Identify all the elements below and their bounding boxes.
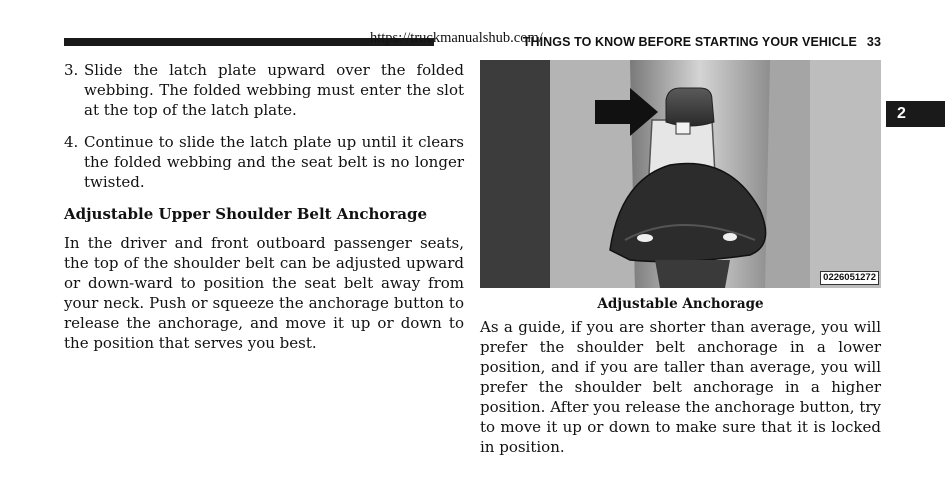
page-number: 33	[866, 35, 881, 49]
step-number: 4.	[64, 133, 79, 151]
step-item	[64, 132, 464, 192]
chapter-tab: 2	[886, 101, 945, 127]
left-column	[64, 60, 464, 353]
running-header	[444, 35, 881, 49]
section-title: THINGS TO KNOW BEFORE STARTING YOUR VEHICLE	[522, 35, 857, 49]
step-item	[64, 60, 464, 120]
step-number: 3.	[64, 61, 79, 79]
anchorage-illustration	[480, 60, 881, 288]
step-text: Slide the latch plate upward over the folded webbing. The folded webbing must enter the slot at the top of the latch plate.	[84, 61, 464, 119]
watermark-url[interactable]: https://truckmanualshub.com/	[370, 30, 543, 46]
step-text: Continue to slide the latch plate up until it clears the folded webbing and the seat belt is no longer twisted.	[84, 133, 464, 191]
body-paragraph: In the driver and front outboard passenger seats, the top of the shoulder belt can be adjusted upward or down-ward to position the seat belt away from your neck. Push or squeeze the anchorage button to release the anchorage, and move it up or down to the position that serves you best.	[64, 234, 464, 352]
body-paragraph: As a guide, if you are shorter than average, you will prefer the shoulder belt anchorage in a lower position, and if you are taller than average, you will prefer the shoulder belt anchorage in a higher position. After you release the anchorage button, try to move it up or down to make sure that it is locked in position.	[480, 318, 881, 456]
seatbelt-anchorage-drawing	[480, 60, 881, 288]
section-subheading: Adjustable Upper Shoulder Belt Anchorage	[64, 205, 428, 223]
figure-id-label: 0226051272	[820, 271, 879, 285]
right-column	[480, 317, 881, 457]
figure-caption: Adjustable Anchorage	[597, 296, 764, 312]
